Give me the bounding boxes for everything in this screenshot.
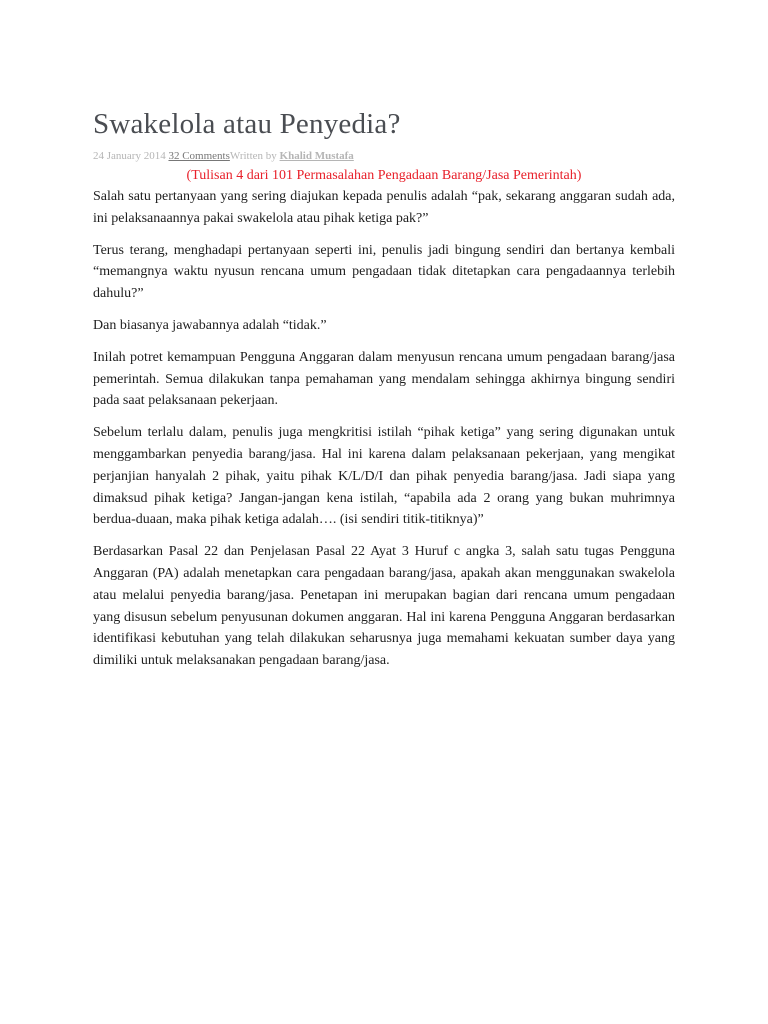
- article-body: [93, 186, 675, 672]
- article: [93, 104, 675, 682]
- author-link[interactable]: Khalid Mustafa: [279, 150, 354, 162]
- written-by-label: Written by: [229, 150, 277, 162]
- article-meta: [93, 149, 675, 163]
- article-subtitle: (Tulisan 4 dari 101 Permasalahan Pengadaan Barang/Jasa Pemerintah): [186, 168, 582, 183]
- comments-link[interactable]: 32 Comments: [168, 150, 230, 162]
- paragraph-4: Inilah potret kemampuan Pengguna Anggaran dalam menyusun rencana umum pengadaan barang/jasa pemerintah. Semua dilakukan tanpa pemahaman yang mendalam sehingga akhirnya bingung sendiri pada saat pelaksanaan pekerjaan.: [93, 349, 675, 409]
- paragraph-6: Berdasarkan Pasal 22 dan Penjelasan Pasal 22 Ayat 3 Huruf c angka 3, salah satu tugas Pengguna Anggaran (PA) adalah menetapkan cara pengadaan barang/jasa, apakah akan menggunakan swakelola atau melalui penyedia barang/jasa. Penetapan ini merupakan bagian dari rencana umum pengadaan yang disusun sebelum penyusunan dokumen anggaran. Hal ini karena Pengguna Anggaran berdasarkan identifikasi kebutuhan yang telah dilakukan seharusnya juga memahami kekuatan sumber daya yang dimiliki untuk melaksanakan pengadaan barang/jasa.: [93, 544, 675, 669]
- paragraph-1: Salah satu pertanyaan yang sering diajukan kepada penulis adalah “pak, sekarang anggaran sudah ada, ini pelaksanaannya pakai swakelola atau pihak ketiga pak?”: [93, 189, 675, 226]
- paragraph-3: Dan biasanya jawabannya adalah “tidak.”: [93, 317, 327, 333]
- article-date: 24 January 2014: [93, 150, 166, 162]
- article-title: Swakelola atau Penyedia?: [93, 108, 401, 140]
- paragraph-2: Terus terang, menghadapi pertanyaan seperti ini, penulis jadi bingung sendiri dan bertanya kembali “memangnya waktu nyusun rencana umum pengadaan tidak ditetapkan cara pengadaannya terlebih dahulu?”: [93, 242, 675, 302]
- paragraph-5: Sebelum terlalu dalam, penulis juga mengkritisi istilah “pihak ketiga” yang sering digunakan untuk menggambarkan penyedia barang/jasa. Hal ini karena dalam pelaksanaan pekerjaan, yang mengikat perjanjian hanyalah 2 pihak, yaitu pihak K/L/D/I dan pihak penyedia barang/jasa. Jadi siapa yang dimaksud pihak ketiga? Jangan-jangan kena istilah, “apabila ada 2 orang yang bukan muhrimnya berdua-duaan, maka pihak ketiga adalah…. (isi sendiri titik-titiknya)”: [93, 425, 675, 528]
